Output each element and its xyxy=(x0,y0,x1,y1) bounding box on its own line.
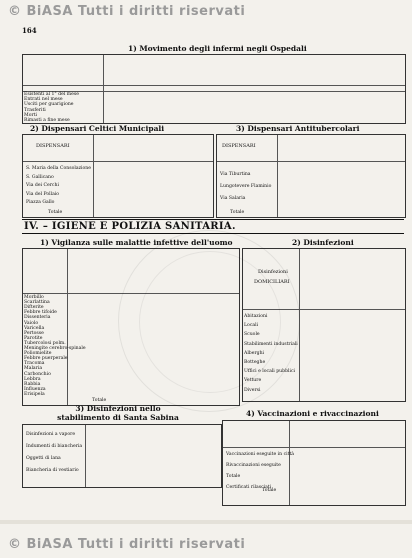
totale-celtic: Totale xyxy=(48,210,63,215)
celtic-row-label: Via dei Cerchi xyxy=(26,183,59,188)
page-number: 164 xyxy=(22,26,37,35)
hospitals-row-label: Usciti per guarigione xyxy=(24,102,74,108)
infectious-row-label: Lebbra xyxy=(24,376,41,382)
disinfections-row-label: Diversi xyxy=(244,387,261,393)
disinfections-row-label: Abitazioni xyxy=(244,314,268,319)
vaccinations-row-label: Totale xyxy=(226,474,241,479)
disinfections-row-label: Botteghe xyxy=(244,360,266,365)
main-heading: IV. – IGIENE E POLIZIA SANITARIA. xyxy=(24,221,236,232)
totale-infectious: Totale xyxy=(92,398,107,403)
celtic-row-label: Piazza Gallo xyxy=(26,200,55,205)
infectious-row-label: Dissenteria xyxy=(24,315,51,321)
infectious-row-label: Malaria xyxy=(24,366,43,372)
hospitals-row-label: Esistenti al 1° del mese xyxy=(24,92,79,97)
santa-sabina-row-label: Disinfezioni a vapore xyxy=(26,432,76,437)
section-title-vaccinations: 4) Vaccinazioni e rivaccinazioni xyxy=(246,409,379,418)
infectious-row-label: Tracoma xyxy=(24,361,45,367)
infectious-row-label: Poliomielite xyxy=(24,351,52,357)
dispensari-label: DISPENSARI xyxy=(36,143,70,149)
disinfections-row-label: Vetture xyxy=(244,378,262,384)
infectious-row-label: Scarlattina xyxy=(24,300,50,306)
infectious-row-label: Meningite cerebro-spinale xyxy=(24,346,86,351)
infectious-row-label: Vaiolo xyxy=(24,320,39,326)
infectious-row-label: Tubercolosi polm. xyxy=(24,340,66,346)
infectious-row-label: Pertosse xyxy=(24,330,44,336)
vaccinations-row-label: Vaccinazioni eseguite in città xyxy=(226,452,295,457)
hospitals-row-label: Trasferiti xyxy=(24,107,46,113)
section-title-infectious: 1) Vigilanza sulle malattie infettive dell'uomo xyxy=(40,238,233,247)
disinfections-row-label: Alberghi xyxy=(244,350,265,356)
disinfections-row-label: Stabilimenti industriali xyxy=(244,341,298,347)
infectious-row-label: Febbre tifoide xyxy=(24,310,57,316)
watermark-top: © BiASA Tutti i diritti riservati xyxy=(8,4,246,19)
infectious-row-label: Parotite xyxy=(24,335,43,341)
hospitals-row-label: Entrati nel mese xyxy=(24,97,63,103)
section-title-disinfections: 2) Disinfezioni xyxy=(292,238,354,247)
totale-antitb: Totale xyxy=(230,210,245,215)
celtic-row-label: Via del Pollaio xyxy=(26,191,60,197)
section-title-santa-sabina: 3) Disinfezioni nello stabilimento di Santa Sabina xyxy=(57,404,179,422)
hospitals-row-label: Rimasti a fine mese xyxy=(24,118,70,123)
infectious-row-label: Febbre puerperale xyxy=(24,356,68,362)
domiciliari-label: DOMICILIARI xyxy=(254,279,290,285)
antitb-row-label: Lungotevere Flaminio xyxy=(220,184,272,189)
table-infectious xyxy=(22,248,240,406)
disinfezioni-label: Disinfezioni xyxy=(258,269,288,275)
section-title-antitb: 3) Dispensari Antitubercolari xyxy=(236,124,360,133)
santa-sabina-row-label: Biancheria di vestiario xyxy=(26,468,79,473)
antitb-row-label: Via Salaria xyxy=(220,196,246,201)
disinfections-row-label: Locali xyxy=(244,323,259,329)
section-title-hospitals: 1) Movimento degli infermi negli Ospedali xyxy=(128,44,307,53)
santa-sabina-row-label: Indumenti di biancheria xyxy=(26,444,83,449)
infectious-row-label: Rabbia xyxy=(24,381,41,387)
table-hospitals xyxy=(22,54,406,124)
infectious-row-label: Influenza xyxy=(24,386,46,392)
infectious-row-label: Erisipela xyxy=(24,391,45,397)
vaccinations-row-label: Certificati rilasciati xyxy=(226,485,272,490)
dispensari-label-2: DISPENSARI xyxy=(222,143,256,149)
infectious-row-label: Difterite xyxy=(24,305,44,311)
infectious-row-label: Carbonchio xyxy=(24,371,51,377)
santa-sabina-row-label: Oggetti di lana xyxy=(26,456,61,461)
watermark-bottom: © BiASA Tutti i diritti riservati xyxy=(8,537,246,552)
antitb-row-label: Via Tiburtina xyxy=(220,172,251,177)
celtic-row-label: S. Gallicano xyxy=(26,174,54,180)
disinfections-row-label: Scuole xyxy=(244,332,260,338)
section-title-celtic: 2) Dispensari Celtici Municipali xyxy=(30,124,165,133)
infectious-row-label: Morbillo xyxy=(24,295,44,300)
disinfections-row-label: Uffici e locali pubblici xyxy=(244,369,295,375)
infectious-row-label: Varicella xyxy=(24,325,45,331)
celtic-row-label: S. Maria della Consolazione xyxy=(26,166,91,171)
vaccinations-row-label: Rivaccinazioni eseguite xyxy=(226,463,281,468)
totale-vaccinations: Totale xyxy=(262,488,277,493)
hospitals-row-label: Morti xyxy=(24,112,37,118)
